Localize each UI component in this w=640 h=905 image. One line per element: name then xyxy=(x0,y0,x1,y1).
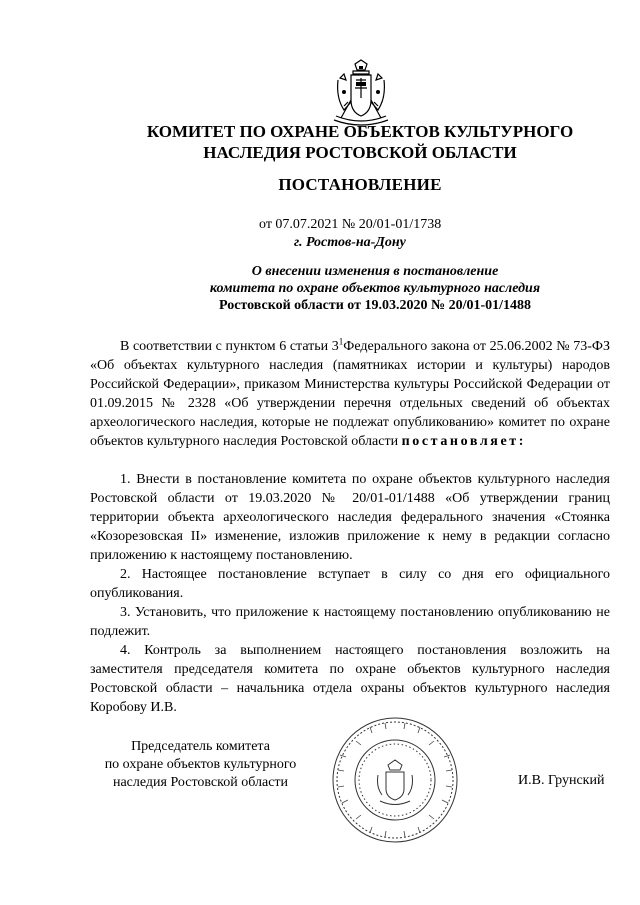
subject-line-2: комитета по охране объектов культурного наследия xyxy=(209,281,541,296)
preamble-paragraph xyxy=(90,337,610,451)
document-city: г. Ростов-на-Дону xyxy=(294,235,406,250)
item-3: 3. Установить, что приложение к настоящему постановлению опубликованию не подлежит. xyxy=(90,605,610,639)
preamble-text-end: Федерального закона от 25.06.2002 № 73-ФЗ «Об объектах культурного наследия (памятниках истории и культуры) народов Российской Федерации», приказом Министерства культуры Российской Федерации от 01.09.2015 № 2328 «Об утверждении перечня отдельных сведений об объектах археологического наследия, которые не подлежат опубликованию» комитет по охране объектов культурного наследия Ростовской области xyxy=(90,339,611,449)
signatory-title xyxy=(88,738,313,792)
preamble-superscript: 1 xyxy=(338,336,344,347)
preamble-text-start: В соответствии с пунктом 6 статьи 3 xyxy=(120,339,339,354)
signatory-title-line-3: наследия Ростовской области xyxy=(112,775,289,790)
signatory-name: И.В. Грунский xyxy=(518,773,605,788)
document-date-number: от 07.07.2021 № 20/01-01/1738 xyxy=(259,217,442,232)
org-line-2: НАСЛЕДИЯ РОСТОВСКОЙ ОБЛАСТИ xyxy=(203,143,517,162)
document-type: ПОСТАНОВЛЕНИЕ xyxy=(278,175,442,194)
paragraph-gap xyxy=(90,451,610,470)
org-line-1: КОМИТЕТ ПО ОХРАНЕ ОБЪЕКТОВ КУЛЬТУРНОГО xyxy=(146,122,574,141)
decree-word: постановляет: xyxy=(401,434,526,449)
signatory-title-line-2: по охране объектов культурного xyxy=(104,757,297,772)
seal-icon xyxy=(330,715,460,845)
subject-line-1: О внесении изменения в постановление xyxy=(251,264,499,279)
item-2: 2. Настоящее постановление вступает в силу со дня его официального опубликования. xyxy=(90,567,610,601)
document-subject xyxy=(170,263,580,314)
coat-of-arms-icon xyxy=(330,58,392,130)
item-4: 4. Контроль за выполнением настоящего постановления возложить на заместителя председателя комитета по охране объектов культурного наследия Ростовской области – начальника отдела охраны объектов культурного наследия Коробову И.В. xyxy=(90,643,610,715)
document-body xyxy=(90,337,610,717)
item-1: 1. Внести в постановление комитета по охране объектов культурного наследия Ростовской области от 19.03.2020 № 20/01-01/1488 «Об утверждении границ территории объекта археологического наследия федерального значения «Стоянка «Козорезовская II» изменение, изложив приложение к нему в редакции согласно приложению к настоящему постановлению. xyxy=(90,472,610,563)
signatory-title-line-1: Председатель комитета xyxy=(131,739,270,754)
subject-line-3: Ростовской области от 19.03.2020 № 20/01-01/1488 xyxy=(218,298,532,313)
organization-name xyxy=(60,121,640,163)
